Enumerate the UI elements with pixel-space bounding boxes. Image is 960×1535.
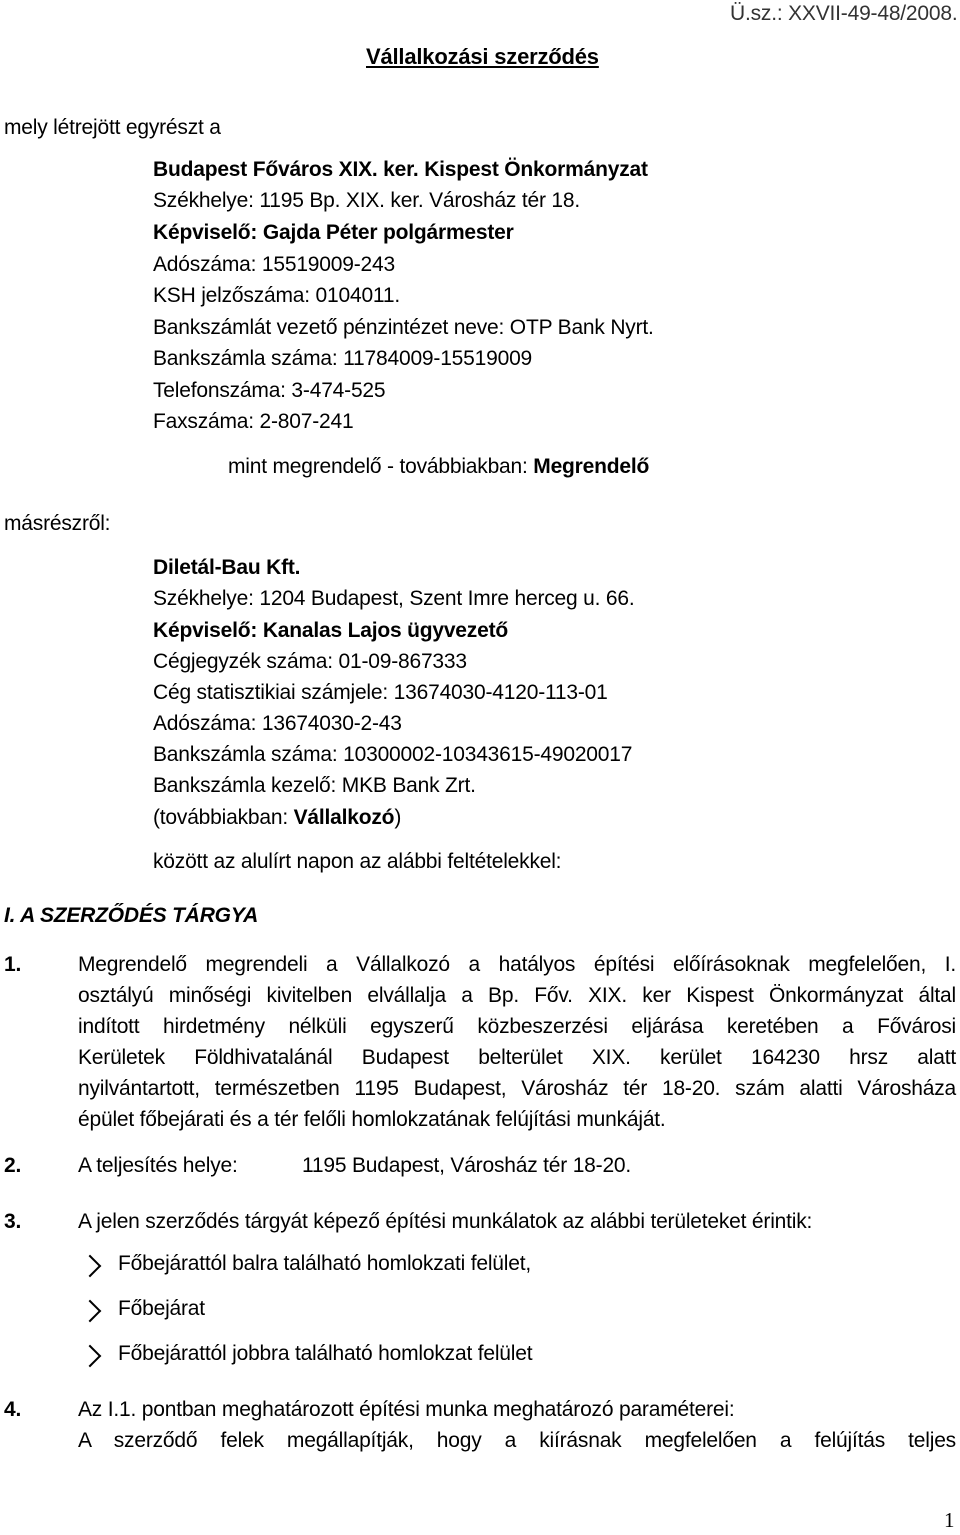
contractor-tax-number: Adószáma: 13674030-2-43: [153, 712, 402, 735]
contractor-statistical-code: Cég statisztikiai számjele: 13674030-4120-113-01: [153, 681, 608, 704]
customer-ksh-code: KSH jelzőszáma: 0104011.: [153, 284, 400, 307]
contractor-role-close: ): [394, 806, 402, 829]
item-3-bullet-3: Főbejárattól jobbra található homlokzat felület: [118, 1342, 533, 1365]
contractor-role-open: (továbbiakban:: [153, 806, 294, 829]
item-1-line-4: Kerületek Földhivatalánál Budapest belterület XIX. kerület 164230 hrsz alatt: [78, 1046, 956, 1069]
customer-bank-account: Bankszámla száma: 11784009-15519009: [153, 347, 533, 370]
customer-role: [228, 455, 649, 479]
customer-bank-name: Bankszámlát vezető pénzintézet neve: OTP Bank Nyrt.: [153, 316, 654, 339]
customer-name: Budapest Főváros XIX. ker. Kispest Önkormányzat: [153, 158, 648, 181]
item-4-line-2: A szerződő felek megállapítják, hogy a kiírásnak megfelelően a felújítás teljes: [78, 1429, 956, 1452]
document-title: Vállalkozási szerződés: [366, 44, 599, 69]
contractor-role: [153, 806, 401, 830]
item-4-number: 4.: [4, 1398, 22, 1421]
customer-role-name: Megrendelő: [533, 455, 650, 478]
intro-closing: között az alulírt napon az alábbi feltételekkel:: [153, 850, 562, 873]
item-3-text: A jelen szerződés tárgyát képező építési munkálatok az alábbi területeket érintik:: [78, 1210, 813, 1233]
item-1-line-1: Megrendelő megrendeli a Vállalkozó a hatályos építési előírásoknak megfelelően, I.: [78, 953, 956, 976]
item-3-bullet-2: Főbejárat: [118, 1297, 205, 1320]
contractor-seat: Székhelye: 1204 Budapest, Szent Imre herceg u. 66.: [153, 587, 635, 610]
contractor-bank-account: Bankszámla száma: 10300002-10343615-49020017: [153, 743, 633, 766]
item-2-label: A teljesítés helye:: [78, 1154, 238, 1177]
customer-seat: Székhelye: 1195 Bp. XIX. ker. Városház tér 18.: [153, 189, 580, 212]
item-4-line-1: Az I.1. pontban meghatározott építési munka meghatározó paraméterei:: [78, 1398, 735, 1421]
contractor-registry: Cégjegyzék száma: 01-09-867333: [153, 650, 467, 673]
section-heading: I. A SZERZŐDÉS TÁRGYA: [4, 904, 259, 927]
contractor-name: Diletál-Bau Kft.: [153, 556, 301, 579]
second-party-label: másrészről:: [4, 512, 111, 535]
item-1-line-2: osztályú minőségi kivitelben elvállalja a Bp. Főv. XIX. ker Kispest Önkormányzat által: [78, 984, 956, 1007]
item-1-line-5: nyilvántartott, természetben 1195 Budapest, Városház tér 18-20. szám alatti Városháza: [78, 1077, 956, 1100]
page-number: 1: [944, 1508, 955, 1532]
item-1-number: 1.: [4, 953, 22, 976]
customer-phone: Telefonszáma: 3-474-525: [153, 379, 386, 402]
contractor-bank-name: Bankszámla kezelő: MKB Bank Zrt.: [153, 774, 476, 797]
first-party-label: mely létrejött egyrészt a: [4, 116, 221, 139]
customer-tax-number: Adószáma: 15519009-243: [153, 253, 395, 276]
item-3-number: 3.: [4, 1210, 22, 1233]
item-2-number: 2.: [4, 1154, 22, 1177]
contractor-role-name: Vállalkozó: [293, 806, 395, 829]
customer-fax: Faxszáma: 2-807-241: [153, 410, 354, 433]
contractor-representative: Képviselő: Kanalas Lajos ügyvezető: [153, 619, 508, 642]
customer-representative: Képviselő: Gajda Péter polgármester: [153, 221, 514, 244]
item-3-bullet-1: Főbejárattól balra található homlokzati felület,: [118, 1252, 531, 1275]
document-number: Ü.sz.: XXVII-49-48/2008.: [730, 2, 958, 25]
customer-role-prefix: mint megrendelő - továbbiakban:: [228, 455, 534, 478]
item-1-line-3: indított hirdetmény nélküli egyszerű közbeszerzési eljárása keretében a Fővárosi: [78, 1015, 956, 1038]
item-2-value: 1195 Budapest, Városház tér 18-20.: [302, 1154, 632, 1177]
item-1-line-6: épület főbejárati és a tér felőli homlokzatának felújítási munkáját.: [78, 1108, 666, 1131]
